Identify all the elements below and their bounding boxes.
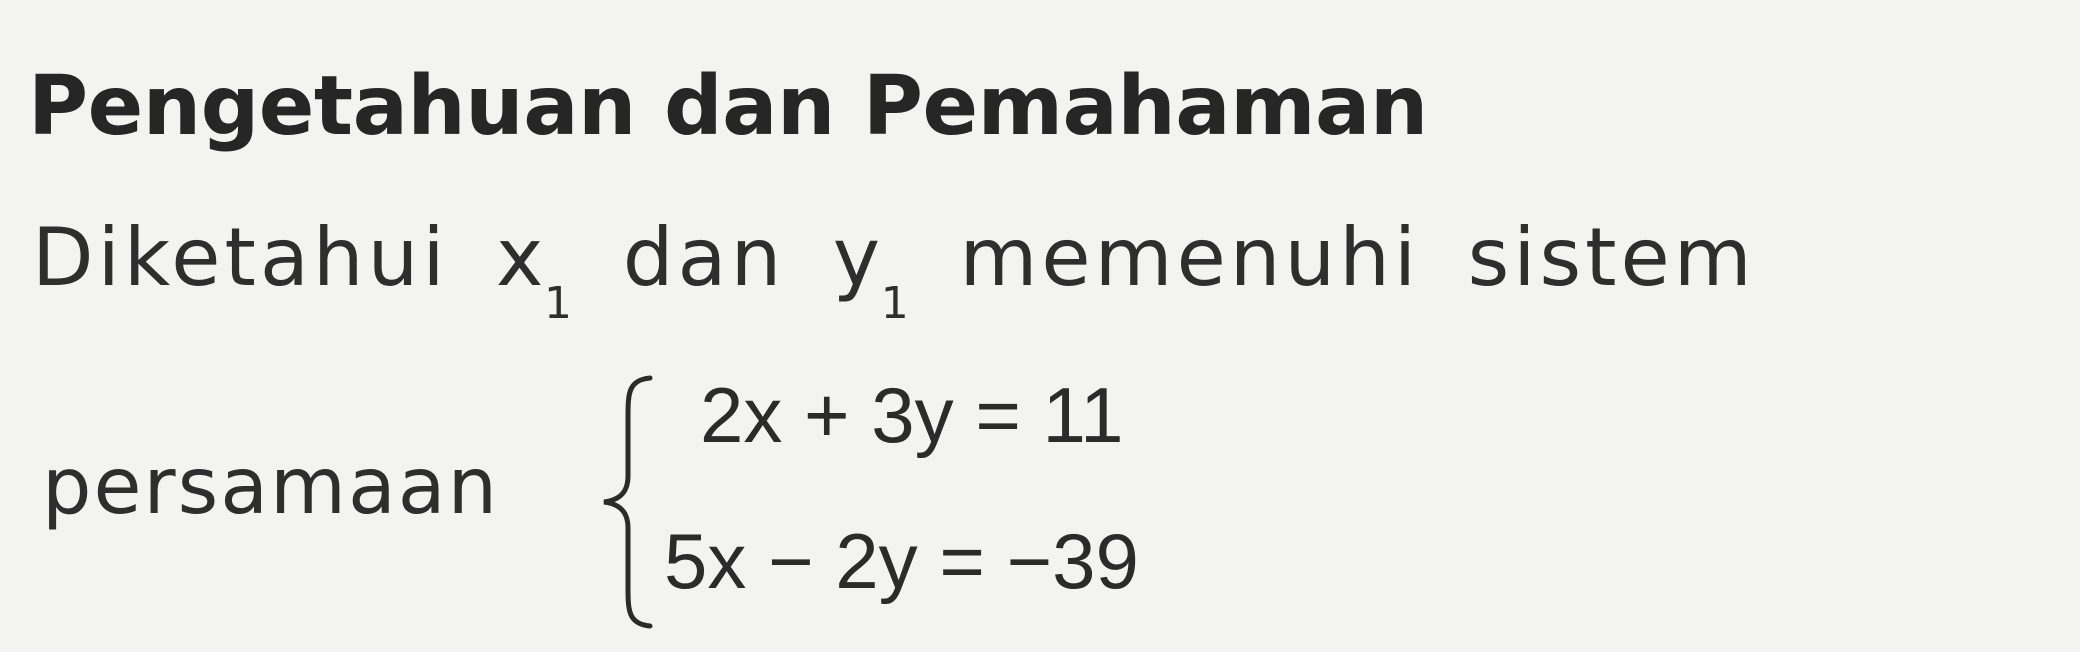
left-brace-icon	[592, 372, 662, 632]
problem-statement-line	[32, 211, 1774, 329]
word-dan: dan	[622, 211, 786, 304]
variable-x: x	[495, 211, 548, 304]
word-sistem: sistem	[1467, 211, 1756, 304]
subscript-x: 1	[543, 278, 572, 329]
equation-2: 5x − 2y = −39	[664, 517, 1139, 605]
variable-x1	[495, 211, 572, 329]
equation-1: 2x + 3y = 11	[700, 371, 1124, 459]
section-heading: Pengetahuan dan Pemahaman	[28, 59, 1428, 154]
word-diketahui: Diketahui	[32, 211, 449, 304]
variable-y: y	[832, 211, 885, 304]
variable-y1	[832, 211, 909, 329]
subscript-y: 1	[880, 278, 909, 329]
word-persamaan: persamaan	[42, 442, 500, 532]
word-memenuhi: memenuhi	[959, 211, 1421, 304]
